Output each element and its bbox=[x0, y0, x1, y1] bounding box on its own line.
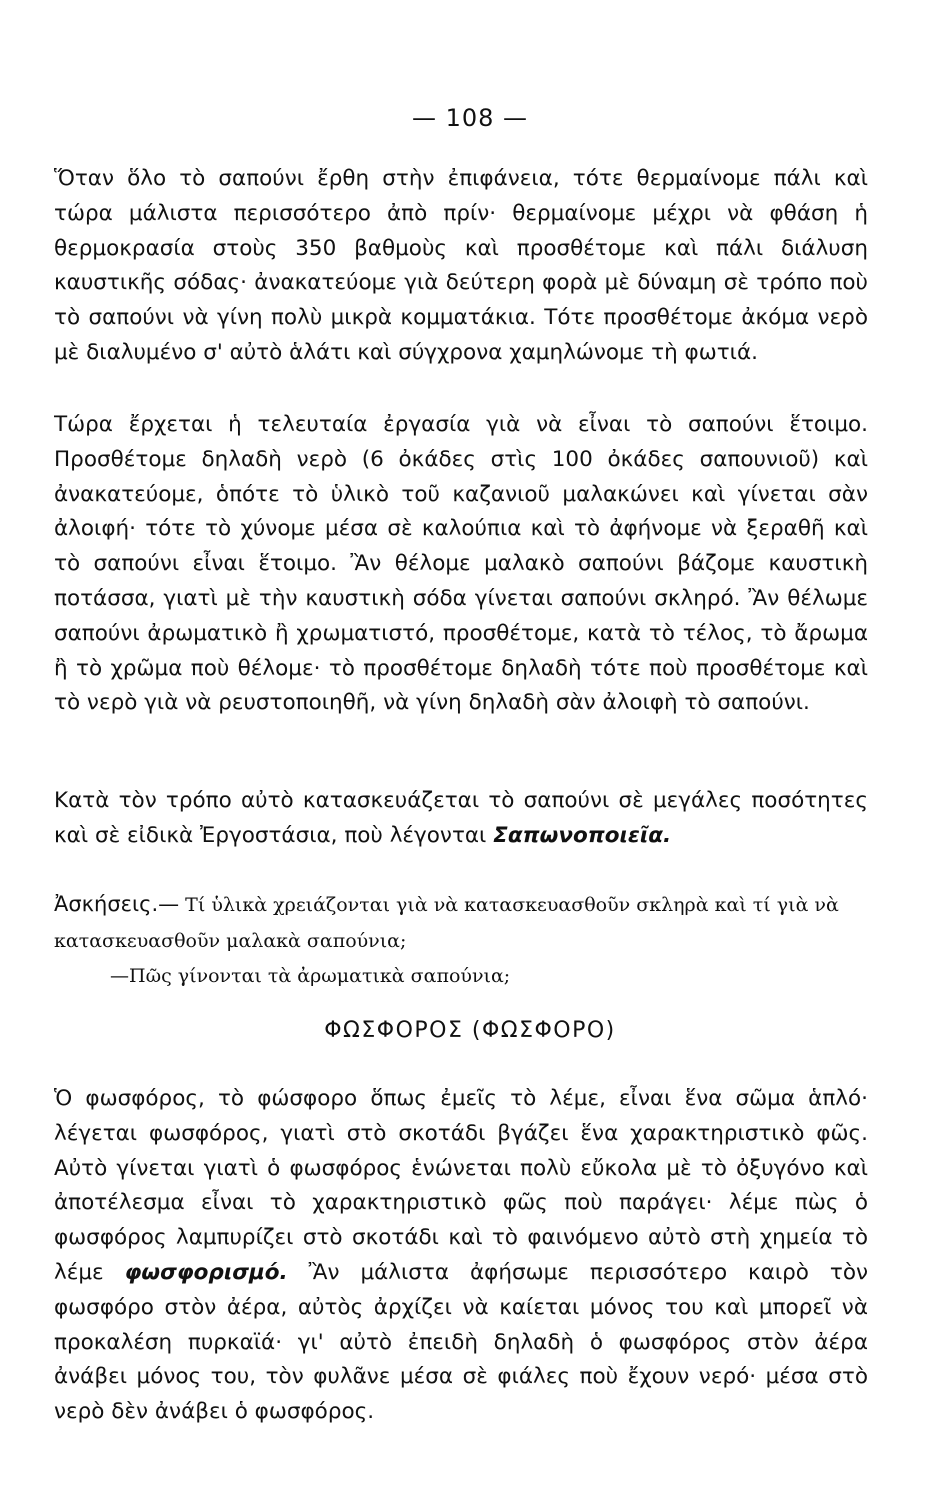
exercise-2: —Πῶς γίνονται τὰ ἀρωματικὰ σαπούνια; bbox=[110, 965, 511, 987]
exercises bbox=[54, 886, 868, 959]
paragraph-4-part1: Ὁ φωσφόρος, τὸ φώσφορο ὅπως ἐμεῖς τὸ λέμε, εἶναι ἕνα σῶμα ἁπλό· λέγεται φωσφόρος, γιατὶ στὸ σκοτάδι βγάζει ἕνα χαρακτηριστικὸ φῶς. Αὐτὸ γίνεται γιατὶ ὁ φωσφόρος ἑνώνεται πολὺ εὔκολα μὲ τὸ ὀξυγόνο καὶ ἀποτέλεσμα εἶναι τὸ χαρακτηριστικὸ φῶς ποὺ παράγει· λέμε πὼς ὁ φωσφόρος λαμπυρίζει στὸ σκοτάδι καὶ τὸ φαινόμενο αὐτὸ στὴ χημεία τὸ λέμε bbox=[54, 1086, 868, 1285]
paragraph-4-part2: Ἂν μάλιστα ἀφήσωμε περισσότερο καιρὸ τὸν φωσφόρο στὸν ἀέρα, αὐτὸς ἀρχίζει νὰ καίεται μόνος του καὶ μπορεῖ νὰ προκαλέση πυρκαϊά· γι' αὐτὸ ἐπειδὴ δηλαδὴ ὁ φωσφόρος στὸν ἀέρα ἀνάβει μόνος του, τὸν φυλᾶνε μέσα σὲ φιάλες ποὺ ἔχουν νερό· μέσα στὸ νερὸ δὲν ἀνάβει ὁ φωσφόρος. bbox=[54, 1259, 868, 1425]
paragraph-3-term: Σαπωνοποιεῖα. bbox=[493, 822, 672, 848]
paragraph-4 bbox=[54, 1082, 868, 1462]
paragraph-1: Ὅταν ὅλο τὸ σαπούνι ἔρθη στὴν ἐπιφάνεια, τότε θερμαίνομε πάλι καὶ τώρα μάλιστα περισσότερο ἀπὸ πρίν· θερμαίνομε μέχρι νὰ φθάση ἡ θερμοκρασία στοὺς 350 βαθμοὺς καὶ προσθέτομε καὶ πάλι διάλυση καυστικῆς σόδας· ἀνακατεύομε γιὰ δεύτερη φορὰ μὲ δύναμη σὲ τρόπο ποὺ τὸ σαπούνι νὰ γίνη πολὺ μικρὰ κομματάκια. Τότε προσθέτομε ἀκόμα νερὸ μὲ διαλυμένο σ' αὐτὸ ἁλάτι καὶ σύγχρονα χαμηλώνομε τὴ φωτιά. bbox=[54, 166, 868, 365]
section-heading: ΦΩΣΦΟΡΟΣ (ΦΩΣΦΟΡΟ) bbox=[324, 1018, 616, 1043]
paragraph-4-term: φωσφορισμό. bbox=[124, 1259, 288, 1285]
page-number: — 108 — bbox=[411, 104, 529, 132]
exercise-1: Τί ὑλικὰ χρειάζονται γιὰ νὰ κατασκευασθοῦν σκληρὰ καὶ τί γιὰ νὰ κατασκευασθοῦν μαλακὰ σαπούνια; bbox=[54, 894, 839, 952]
paragraph-3 bbox=[54, 784, 868, 878]
paragraph-3-text: Κατὰ τὸν τρόπο αὐτὸ κατασκευάζεται τὸ σαπούνι σὲ μεγάλες ποσότητες καὶ σὲ εἰδικὰ Ἐργοστάσια, ποὺ λέγονται bbox=[54, 788, 868, 848]
paragraph-2: Τώρα ἔρχεται ἡ τελευταία ἐργασία γιὰ νὰ εἶναι τὸ σαπούνι ἕτοιμο. Προσθέτομε δηλαδὴ νερὸ (6 ὀκάδες στὶς 100 ὀκάδες σαπουνιοῦ) καὶ ἀνακατεύομε, ὁπότε τὸ ὑλικὸ τοῦ καζανιοῦ μαλακώνει καὶ γίνεται σὰν ἀλοιφή· τότε τὸ χύνομε μέσα σὲ καλούπια καὶ τὸ ἀφήνομε νὰ ξεραθῆ καὶ τὸ σαπούνι εἶναι ἕτοιμο. Ἂν θέλομε μαλακὸ σαπούνι βάζομε καυστικὴ ποτάσσα, γιατὶ μὲ τὴν καυστικὴ σόδα γίνεται σαπούνι σκληρό. Ἂν θέλωμε σαπούνι ἀρωματικὸ ἢ χρωματιστό, προσθέτομε, κατὰ τὸ τέλος, τὸ ἄρωμα ἢ τὸ χρῶμα ποὺ θέλομε· τὸ προσθέτομε δηλαδὴ τότε ποὺ προσθέτομε καὶ τὸ νερὸ γιὰ νὰ ρευστοποιηθῆ, νὰ γίνη δηλαδὴ σὰν ἀλοιφὴ τὸ σαπούνι. bbox=[54, 412, 868, 716]
exercises-label: Ἀσκήσεις.— bbox=[54, 892, 180, 916]
